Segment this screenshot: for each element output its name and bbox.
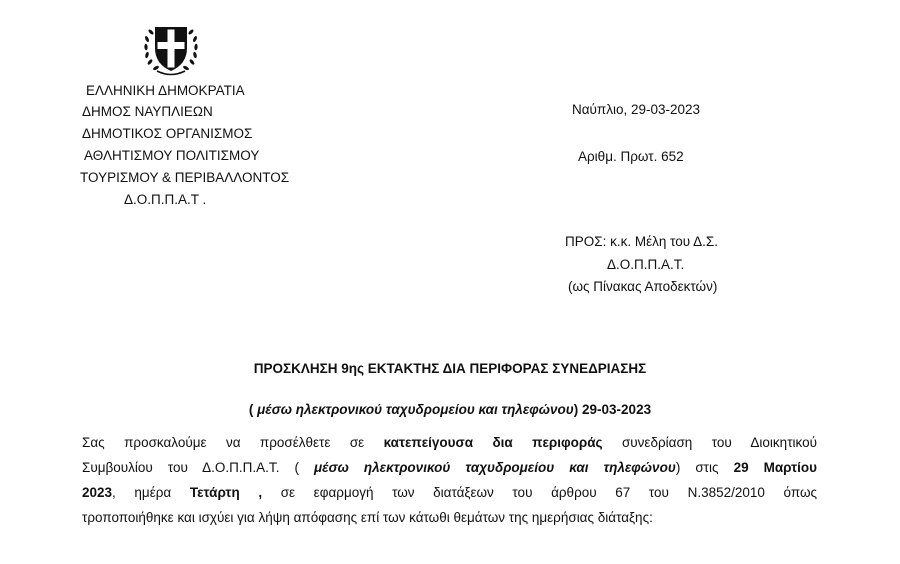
body-text: σε εφαρμογή των διατάξεων του άρθρου 67 του Ν.3852/2010 όπως (262, 485, 817, 500)
recipient-board: Δ.Ο.Π.Π.Α.Τ. (607, 257, 685, 272)
body-line-4: τροποποιήθηκε και ισχύει για λήψη απόφασης επί των κάτωθι θεμάτων της ημερήσιας διάταξης: (82, 510, 653, 525)
subtitle-open: ( (248, 402, 258, 417)
body-bold-urgent: κατεπείγουσα δια περιφοράς (383, 435, 603, 450)
body-line-2 (82, 455, 817, 480)
body-bold-date: 29 Μαρτίου (733, 460, 818, 475)
body-bold-italic-method: μέσω ηλεκτρονικού ταχυδρομείου και τηλεφώνου (314, 460, 676, 475)
recipient-note: (ως Πίνακας Αποδεκτών) (568, 279, 718, 294)
body-bold-day: Τετάρτη , (189, 485, 263, 500)
body-text: Σας προσκαλούμε να προσέλθετε σε (82, 435, 384, 450)
issuer-line-sports-culture: ΑΘΛΗΤΙΣΜΟΥ ΠΟΛΙΤΙΣΜΟΥ (84, 148, 260, 163)
issuer-line-tourism-environment: ΤΟΥΡΙΣΜΟΥ & ΠΕΡΙΒΑΛΛΟΝΤΟΣ (80, 170, 290, 185)
issuer-line-municipality: ΔΗΜΟΣ ΝΑΥΠΛΙΕΩΝ (82, 104, 213, 119)
body-line-3 (82, 480, 817, 505)
subtitle-close: ) 29-03-2023 (573, 402, 652, 417)
subtitle-italic: μέσω ηλεκτρονικού ταχυδρομείου και τηλεφώνου (257, 402, 574, 417)
invitation-subtitle (0, 402, 900, 417)
place-date: Ναύπλιο, 29-03-2023 (572, 102, 701, 117)
invitation-title: ΠΡΟΣΚΛΗΣΗ 9ης ΕΚΤΑΚΤΗΣ ΔΙΑ ΠΕΡΙΦΟΡΑΣ ΣΥΝΕΔΡΙΑΣΗΣ (253, 361, 647, 376)
body-text: συνεδρίαση του Διοικητικού (602, 435, 817, 450)
body-text: Συμβουλίου του Δ.Ο.Π.Π.Α.Τ. ( (82, 460, 315, 475)
issuer-line-acronym: Δ.Ο.Π.Π.Α.Τ . (124, 192, 207, 207)
body-text: , ημέρα (112, 485, 190, 500)
body-line-1 (82, 430, 817, 455)
greek-coat-of-arms-emblem (140, 18, 202, 80)
issuer-line-organization: ΔΗΜΟΤΙΚΟΣ ΟΡΓΑΝΙΣΜΟΣ (82, 126, 253, 141)
body-text: ) στις (675, 460, 734, 475)
protocol-number: Αριθμ. Πρωτ. 652 (578, 149, 684, 164)
recipient-to: ΠΡΟΣ: κ.κ. Μέλη του Δ.Σ. (565, 234, 719, 249)
body-bold-year: 2023 (82, 485, 113, 500)
issuer-line-country: ΕΛΛΗΝΙΚΗ ΔΗΜΟΚΡΑΤΙΑ (86, 83, 245, 98)
invitation-body (82, 430, 817, 530)
